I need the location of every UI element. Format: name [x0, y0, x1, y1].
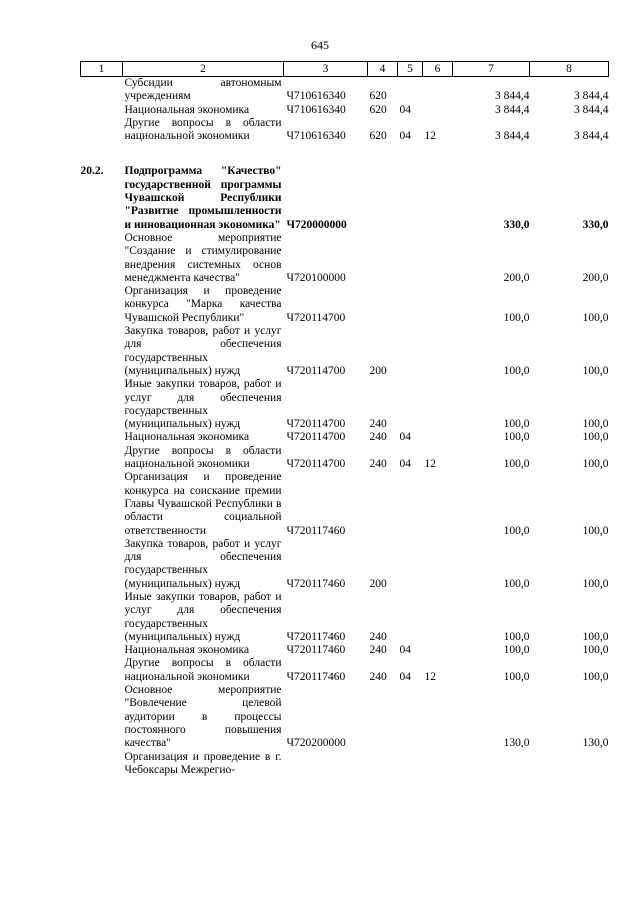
row-code-cell: Ч720117460: [286, 670, 346, 683]
spacer-row: [81, 143, 609, 165]
row-amount-col7-cell: 3 844,4: [495, 103, 530, 116]
spacer-cell: [530, 143, 609, 165]
row-number-cell: [81, 538, 123, 591]
row-number-cell: [81, 117, 123, 144]
row-amount-col8-cell: 100,0: [582, 458, 609, 471]
row-number-cell: [81, 232, 123, 285]
row-expense-type-cell: 620: [369, 90, 387, 103]
spacer-cell: [81, 143, 123, 165]
row-amount-col8-cell: 130,0: [582, 737, 609, 750]
table-row: [81, 117, 609, 144]
row-expense-type-cell: 240: [369, 431, 387, 444]
row-code-cell: Ч720114700: [286, 431, 346, 444]
row-section-cell: 04: [399, 670, 411, 683]
table-row: [81, 104, 609, 117]
row-subsection-cell: [423, 165, 453, 231]
row-section-cell: 04: [399, 130, 411, 143]
row-name-cell: Закупка товаров, работ и услуг для обеспечения государственных (муниципальных) нужд: [124, 325, 282, 377]
row-subsection-cell: 12: [424, 458, 436, 471]
row-number-cell: [81, 751, 123, 778]
header-col-2: 2: [123, 62, 284, 77]
row-section-cell: [398, 77, 423, 104]
row-amount-col8-cell: 3 844,4: [574, 103, 609, 116]
row-amount-col8-cell: 330,0: [582, 218, 609, 231]
row-section-cell: [398, 165, 423, 231]
row-subsection-cell: [423, 325, 453, 378]
table-row: [81, 285, 609, 325]
row-number-cell: [81, 471, 123, 537]
row-amount-col8-cell: 3 844,4: [574, 90, 609, 103]
row-section-cell: [398, 684, 423, 750]
row-code-cell: Ч720117460: [286, 524, 346, 537]
table-row: [81, 232, 609, 285]
row-subsection-cell: [423, 471, 453, 537]
row-code-cell: Ч720100000: [286, 271, 346, 284]
table-row: [81, 378, 609, 431]
row-subsection-cell: 12: [424, 670, 436, 683]
table-row: [81, 538, 609, 591]
row-number-cell: [81, 431, 123, 444]
header-col-7: 7: [453, 62, 530, 77]
row-amount-col8-cell: 100,0: [582, 644, 609, 657]
row-code-cell: Ч720114700: [286, 458, 346, 471]
row-expense-type-cell: 200: [369, 577, 387, 590]
row-code-cell: Ч720000000: [286, 218, 347, 231]
row-amount-col7-cell: 100,0: [503, 577, 530, 590]
row-section-cell: 04: [399, 644, 411, 657]
row-section-cell: [398, 325, 423, 378]
table-row: [81, 445, 609, 472]
row-amount-col7-cell: 100,0: [503, 364, 530, 377]
row-number-cell: [81, 657, 123, 684]
row-amount-col8-cell: 3 844,4: [574, 130, 609, 143]
row-section-cell: 04: [399, 431, 411, 444]
spacer-cell: [284, 143, 368, 165]
row-name-cell: Другие вопросы в области национальной экономики: [124, 116, 282, 143]
row-amount-col8-cell: 100,0: [582, 670, 609, 683]
row-name-cell: Основное мероприятие "Создание и стимулирование внедрения системных основ менеджмента качества": [124, 231, 282, 284]
row-amount-col7-cell: 100,0: [503, 524, 530, 537]
row-amount-col7-cell: 100,0: [503, 670, 530, 683]
table-row: [81, 431, 609, 444]
row-name-cell: Национальная экономика: [124, 431, 250, 444]
row-amount-col7-cell: 100,0: [503, 630, 530, 643]
header-col-6: 6: [423, 62, 453, 77]
row-amount-col8-cell: [530, 751, 609, 778]
row-amount-col8-cell: 100,0: [582, 364, 609, 377]
spacer-cell: [453, 143, 530, 165]
row-number-cell: [81, 644, 123, 657]
row-number-cell: [81, 325, 123, 378]
row-subsection-cell: [423, 378, 453, 431]
row-subsection-cell: [423, 232, 453, 285]
table-body: [81, 77, 609, 778]
row-amount-col7-cell: 330,0: [503, 218, 530, 231]
row-name-cell: Организация и проведение в г. Чебоксары Межрегио-: [124, 750, 282, 776]
row-subsection-cell: [423, 431, 453, 444]
row-amount-col8-cell: 100,0: [582, 418, 609, 431]
row-name-cell: Национальная экономика: [124, 644, 250, 657]
row-amount-col7-cell: [453, 751, 530, 778]
table-row: [81, 165, 609, 231]
header-col-8: 8: [530, 62, 609, 77]
row-section-cell: [398, 538, 423, 591]
table-row: [81, 325, 609, 378]
row-subsection-cell: [423, 591, 453, 644]
row-amount-col7-cell: 130,0: [503, 737, 530, 750]
row-amount-col7-cell: 100,0: [503, 458, 530, 471]
row-amount-col7-cell: 100,0: [503, 431, 530, 444]
row-number-cell: [81, 77, 123, 104]
row-expense-type-cell: [368, 232, 398, 285]
row-expense-type-cell: [368, 471, 398, 537]
row-expense-type-cell: 200: [369, 364, 387, 377]
row-number-cell: [81, 591, 123, 644]
row-name-cell: Другие вопросы в области национальной экономики: [124, 657, 282, 683]
table-row: [81, 77, 609, 104]
row-code-cell: Ч720117460: [286, 644, 346, 657]
row-subsection-cell: [423, 644, 453, 657]
budget-table: [80, 61, 609, 777]
row-code-cell: Ч720117460: [286, 577, 346, 590]
header-col-5: 5: [398, 62, 423, 77]
row-subsection-cell: [423, 751, 453, 778]
table-row: [81, 471, 609, 537]
row-code-cell: Ч720114700: [286, 311, 346, 324]
row-subsection-cell: [423, 77, 453, 104]
row-code-cell: Ч720117460: [286, 630, 346, 643]
row-expense-type-cell: [368, 751, 398, 778]
row-code-cell: Ч710616340: [286, 103, 346, 116]
row-name-cell: Субсидии автономным учреждениям: [124, 77, 282, 103]
row-subsection-cell: [423, 538, 453, 591]
row-subsection-cell: [423, 684, 453, 750]
row-name-cell: Подпрограмма "Качество" государственной программы Чувашской Республики "Развитие промышленности и инновационная экономика": [124, 165, 282, 231]
row-subsection-cell: [423, 104, 453, 117]
row-amount-col8-cell: 100,0: [582, 431, 609, 444]
row-amount-col7-cell: 3 844,4: [495, 130, 530, 143]
spacer-cell: [368, 143, 398, 165]
row-amount-col7-cell: 100,0: [503, 418, 530, 431]
row-number-cell: [81, 684, 123, 750]
row-amount-col8-cell: 200,0: [582, 271, 609, 284]
header-col-3: 3: [284, 62, 368, 77]
table-row: [81, 684, 609, 750]
header-col-1: 1: [81, 62, 123, 77]
row-amount-col8-cell: 100,0: [582, 577, 609, 590]
table-row: [81, 644, 609, 657]
row-name-cell: Другие вопросы в области национальной экономики: [124, 444, 282, 471]
row-name-cell: Иные закупки товаров, работ и услуг для обеспечения государственных (муниципальных) нужд: [124, 590, 282, 643]
row-name-cell: Закупка товаров, работ и услуг для обеспечения государственных (муниципальных) нужд: [124, 537, 282, 590]
row-section-cell: [398, 378, 423, 431]
row-name-cell: Иные закупки товаров, работ и услуг для обеспечения государственных (муниципальных) нужд: [124, 378, 282, 431]
spacer-cell: [423, 143, 453, 165]
row-expense-type-cell: 240: [369, 418, 387, 431]
row-expense-type-cell: 240: [369, 630, 387, 643]
row-expense-type-cell: 620: [369, 130, 387, 143]
row-amount-col7-cell: 200,0: [503, 271, 530, 284]
page-number: 645: [311, 38, 329, 52]
row-name-cell: Организация и проведение конкурса "Марка качества Чувашской Республики": [124, 285, 282, 324]
table-row: [81, 657, 609, 684]
row-section-cell: [398, 232, 423, 285]
row-number-cell: [81, 285, 123, 325]
row-name-cell: Основное мероприятие "Вовлечение целевой аудитории в процессы постоянного повышения качества": [124, 684, 282, 750]
row-expense-type-cell: [368, 684, 398, 750]
row-expense-type-cell: [368, 285, 398, 325]
row-expense-type-cell: 240: [369, 644, 387, 657]
row-section-cell: [398, 591, 423, 644]
row-number-cell: [81, 104, 123, 117]
header-col-4: 4: [368, 62, 398, 77]
table-row: [81, 591, 609, 644]
row-section-cell: [398, 471, 423, 537]
row-amount-col7-cell: 100,0: [503, 644, 530, 657]
row-number-cell: [81, 445, 123, 472]
row-expense-type-cell: 240: [369, 458, 387, 471]
row-section-cell: 04: [399, 458, 411, 471]
table-header: [81, 62, 609, 77]
row-subsection-cell: 12: [424, 130, 436, 143]
row-section-cell: [398, 751, 423, 778]
row-code-cell: Ч720200000: [286, 737, 346, 750]
row-expense-type-cell: 620: [369, 103, 387, 116]
row-amount-col8-cell: 100,0: [582, 524, 609, 537]
row-amount-col7-cell: 3 844,4: [495, 90, 530, 103]
row-code-cell: [284, 751, 368, 778]
row-code-cell: Ч710616340: [286, 130, 346, 143]
row-name-cell: Организация и проведение конкурса на соискание премии Главы Чувашской Республики в области социальной ответственности: [124, 471, 282, 537]
row-name-cell: Национальная экономика: [124, 103, 250, 116]
row-section-cell: [398, 285, 423, 325]
row-amount-col8-cell: 100,0: [582, 630, 609, 643]
row-number-cell: [81, 378, 123, 431]
table-row: [81, 751, 609, 778]
row-code-cell: Ч720114700: [286, 418, 346, 431]
row-expense-type-cell: [368, 165, 398, 231]
row-code-cell: Ч710616340: [286, 90, 346, 103]
spacer-cell: [123, 143, 284, 165]
row-expense-type-cell: 240: [369, 670, 387, 683]
row-number-cell: 20.2.: [80, 165, 104, 178]
row-section-cell: 04: [399, 103, 411, 116]
row-code-cell: Ч720114700: [286, 364, 346, 377]
row-amount-col8-cell: 100,0: [582, 311, 609, 324]
row-subsection-cell: [423, 285, 453, 325]
row-amount-col7-cell: 100,0: [503, 311, 530, 324]
spacer-cell: [398, 143, 423, 165]
